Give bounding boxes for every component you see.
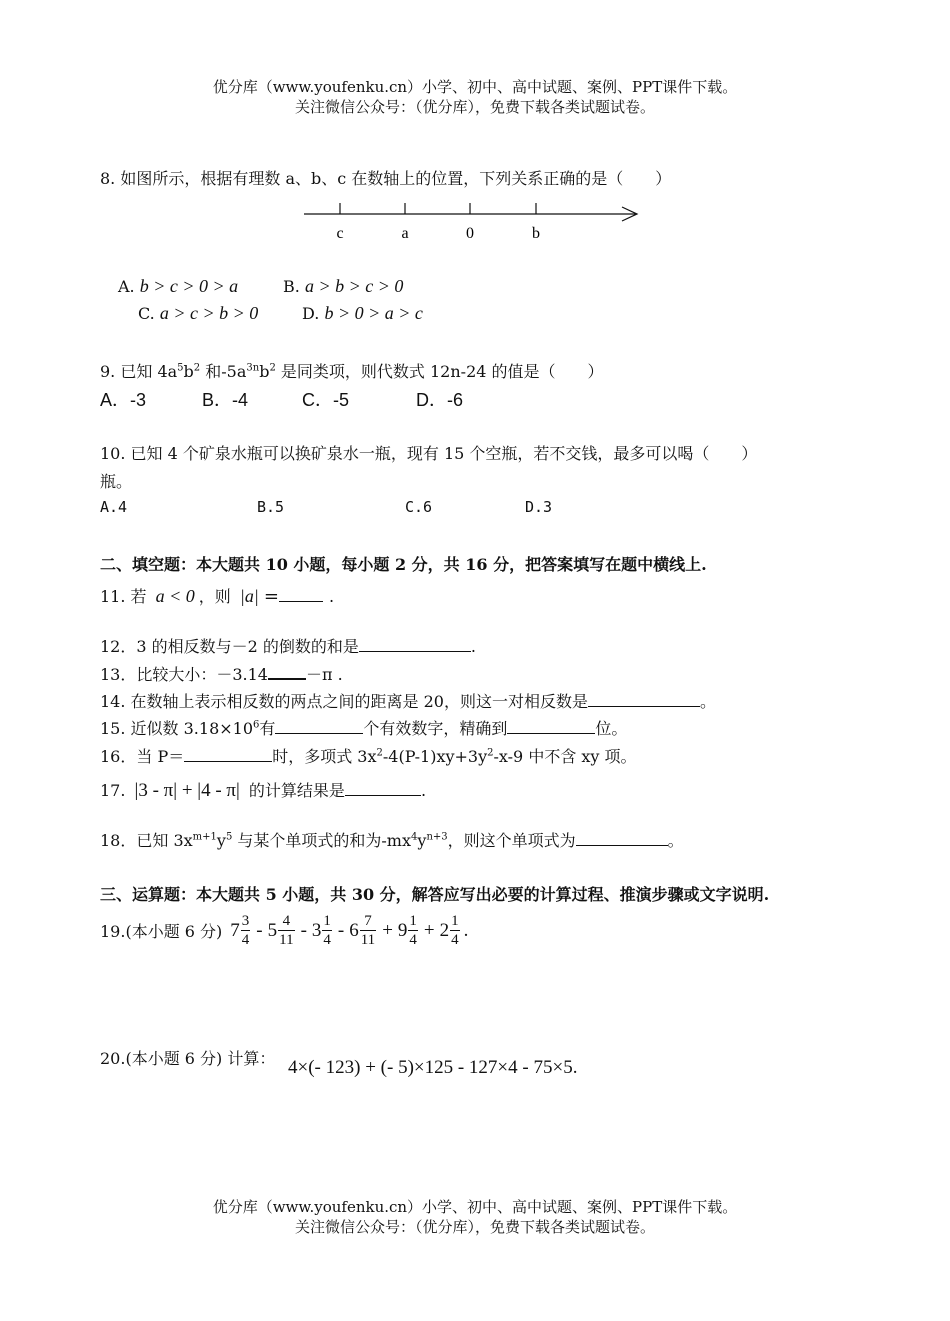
section3-title: 三、运算题：本大题共 5 小题，共 30 分，解答应写出必要的计算过程、推演步骤或文字说明.: [100, 885, 770, 904]
q16: 16．当 P＝ 时，多项式 $3x^2-4(P-1)xy+3y^2-x-9$ 中不含 xy 项。: [100, 747, 637, 766]
q8-option-c: C. a > c > b > 0: [138, 303, 259, 323]
q9-option-d: D．-6: [416, 390, 464, 410]
q10-option-c: C.6: [405, 498, 433, 516]
q10-stem-cont: 瓶。: [100, 472, 133, 491]
q19: [100, 912, 468, 949]
q10-option-a: A.4: [100, 498, 128, 516]
q13: 13．比较大小：－3.14 －π .: [100, 665, 343, 684]
footer-line-1: 优分库（www.youfenku.cn）小学、初中、高中试题、案例、PPT课件下载。: [212, 1198, 738, 1216]
number-line: [300, 200, 645, 250]
q18: 18．已知 $3x^{m+1}y^5$ 与某个单项式的和为$-mx^4y^{n+3}$，则这个单项式为 。: [100, 831, 684, 850]
q8-option-a: A. b > c > 0 > a: [118, 276, 239, 296]
q10-option-b: B.5: [257, 498, 285, 516]
q19-expression: 7 $\frac{3}{4}$ - 5 $\frac{4}{11}$ - 3 $\frac{1}{4}$ - 6 $\frac{7}{11}$ + 9 $\frac{1}{4}$ + 2 $\frac{1}{4}$ .: [230, 913, 469, 948]
q8-option-d: D. b > 0 > a > c: [302, 303, 423, 323]
q17: 17. |3 - π| + |4 - π| 的计算结果是 .: [100, 780, 427, 801]
q19-term-0: 7 $\frac{3}{4}$: [230, 913, 250, 948]
q12: 12．3 的相反数与－2 的倒数的和是 .: [100, 637, 476, 656]
header-line-1: 优分库（www.youfenku.cn）小学、初中、高中试题、案例、PPT课件下载。: [212, 78, 738, 96]
label-c: c: [336, 225, 344, 242]
q9-option-c: C．-5: [302, 390, 350, 410]
label-0: 0: [466, 225, 474, 242]
q19-term-1: 5 $\frac{4}{11}$: [267, 913, 294, 948]
q10-options: [100, 498, 552, 516]
q10-option-d: D.3: [525, 498, 553, 516]
q14: 14. 在数轴上表示相反数的两点之间的距离是 20，则这一对相反数是 。: [100, 692, 716, 711]
q20-expression: 4×(- 123) + (- 5)×125 - 127×4 - 75×5.: [288, 1057, 578, 1078]
q8-stem: 8. 如图所示，根据有理数 a、b、c 在数轴上的位置，下列关系正确的是（ ）: [100, 169, 672, 188]
q10-stem: 10. 已知 4 个矿泉水瓶可以换矿泉水一瓶，现有 15 个空瓶，若不交钱，最多可以喝（ ）: [100, 444, 758, 463]
q8-option-b: B. a > b > c > 0: [283, 276, 404, 296]
q19-term-2: 3 $\frac{1}{4}$: [311, 913, 331, 948]
section2-title: 二、填空题：本大题共 10 小题，每小题 2 分，共 16 分，把答案填写在题中横线上.: [100, 555, 707, 574]
q19-term-5: 2 $\frac{1}{4}$: [439, 913, 459, 948]
footer-line-2: 关注微信公众号：（优分库），免费下载各类试题试卷。: [294, 1218, 655, 1236]
q9-option-a: A．-3: [100, 390, 147, 410]
q19-term-3: 6 $\frac{7}{11}$: [349, 913, 376, 948]
q11: 11. 若 a < 0 ，则 |a| = .: [100, 586, 335, 607]
label-a: a: [401, 225, 409, 242]
q9-options: [100, 386, 463, 412]
q9-option-b: B．-4: [202, 390, 249, 410]
q19-term-4: 9 $\frac{1}{4}$: [397, 913, 417, 948]
header-line-2: 关注微信公众号：（优分库），免费下载各类试题试卷。: [294, 98, 655, 116]
q20-label: 20.(本小题 6 分) 计算：: [100, 1049, 276, 1068]
q15: 15. 近似数 $3.18\times 10^6$有 个有效数字，精确到 位。: [100, 719, 628, 738]
q19-label: 19.(本小题 6 分): [100, 922, 223, 941]
label-b: b: [532, 225, 540, 242]
q9-stem: 9. 已知 $4a^5b^2$ 和$-5a^{3n}b^2$ 是同类项，则代数式 12n-24 的值是（ ）: [100, 362, 604, 381]
